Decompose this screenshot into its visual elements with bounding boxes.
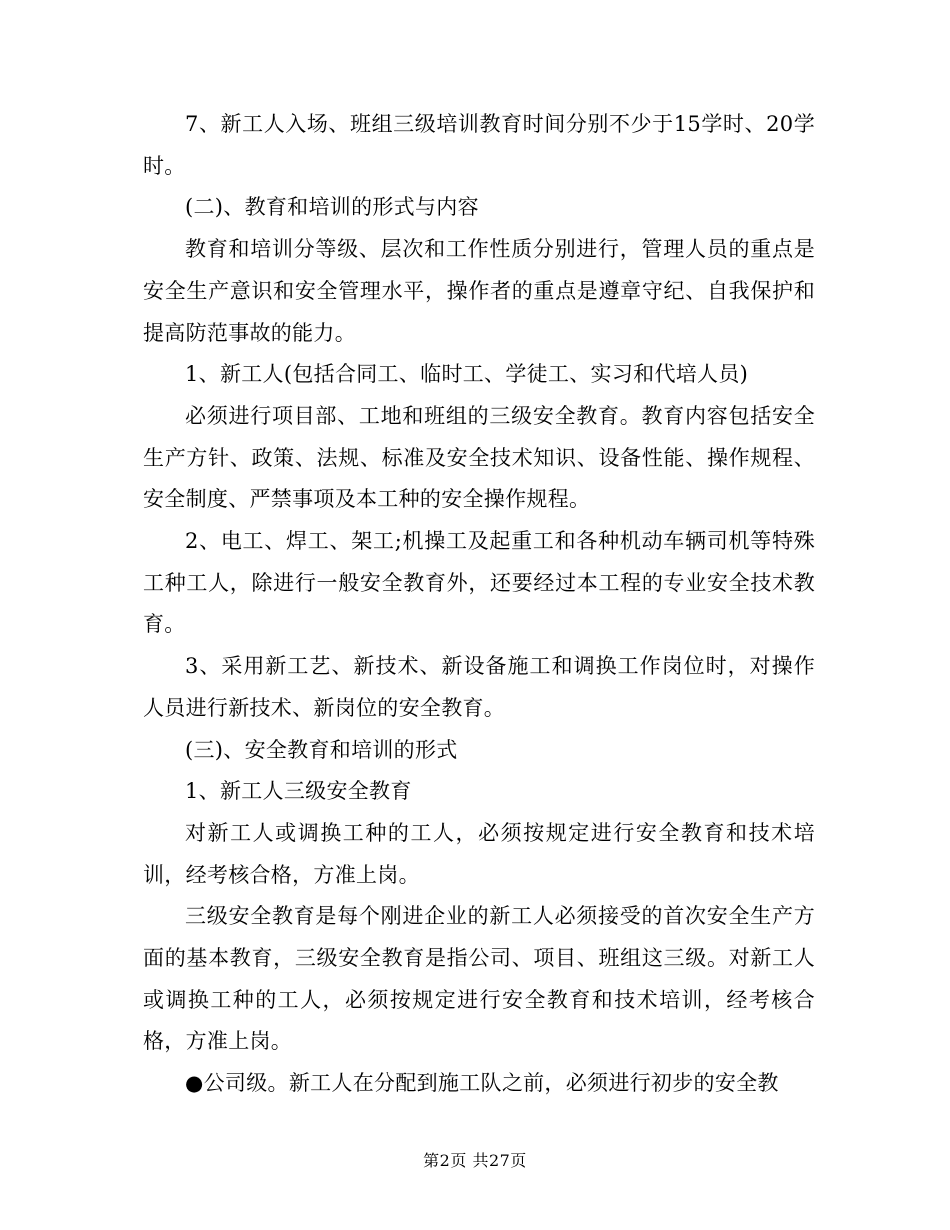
paragraph-training-hours: 7、新工人入场、班组三级培训教育时间分别不少于15学时、20学时。 <box>143 112 815 178</box>
page-number-footer: 第2页 共27页 <box>423 1151 527 1170</box>
paragraph-three-level-education: 必须进行项目部、工地和班组的三级安全教育。教育内容包括安全生产方针、政策、法规、标准及安全技术知识、设备性能、操作规程、安全制度、严禁事项及本工种的安全操作规程。 <box>143 403 815 512</box>
document-body <box>143 104 815 1105</box>
item-special-trades: 2、电工、焊工、架工;机操工及起重工和各种机动车辆司机等特殊工种工人，除进行一般安全教育外，还要经过本工程的专业安全技术教育。 <box>143 529 815 637</box>
item-new-process: 3、采用新工艺、新技术、新设备施工和调换工作岗位时，对操作人员进行新技术、新岗位的安全教育。 <box>143 654 815 720</box>
paragraph-must-train: 对新工人或调换工种的工人，必须按规定进行安全教育和技术培训，经考核合格，方准上岗。 <box>143 820 815 887</box>
paragraph-company-level: ●公司级。新工人在分配到施工队之前，必须进行初步的安全教 <box>185 1071 779 1096</box>
paragraph-training-levels: 教育和培训分等级、层次和工作性质分别进行，管理人员的重点是安全生产意识和安全管理水平，操作者的重点是遵章守纪、自我保护和提高防范事故的能力。 <box>143 237 815 345</box>
subheading-new-worker-education: 1、新工人三级安全教育 <box>185 779 412 804</box>
section-heading-form-and-content: (二)、教育和培训的形式与内容 <box>185 195 479 220</box>
paragraph-three-level-definition: 三级安全教育是每个刚进企业的新工人必须接受的首次安全生产方面的基本教育，三级安全教育是指公司、项目、班组这三级。对新工人或调换工种的工人，必须按规定进行安全教育和技术培训，经考核合格，方准上岗。 <box>143 904 815 1054</box>
section-heading-training-forms: (三)、安全教育和培训的形式 <box>185 737 458 762</box>
item-new-workers: 1、新工人(包括合同工、临时工、学徒工、实习和代培人员) <box>185 362 749 387</box>
